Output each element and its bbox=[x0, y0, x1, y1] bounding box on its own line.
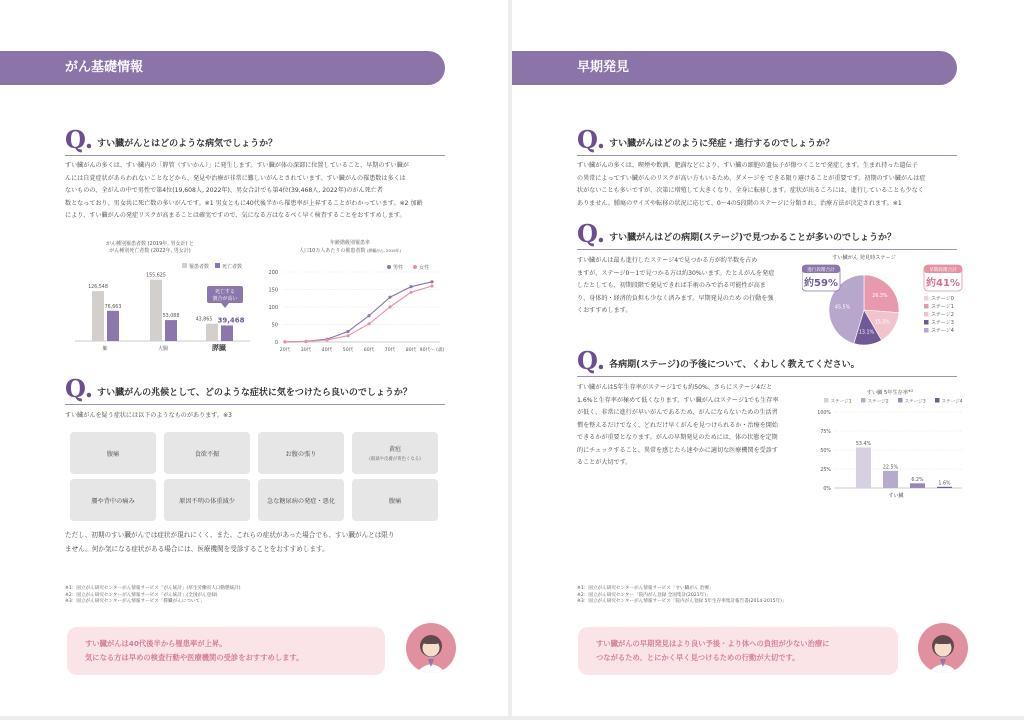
legend-swatch bbox=[924, 328, 929, 333]
legend-label-female: 女性 bbox=[419, 265, 430, 271]
text-line: 1.6%と生存率が極めて低くなります。すい臓がんはステージ1でも生存率 bbox=[577, 396, 779, 404]
data-point bbox=[367, 322, 370, 325]
y-tick-label: 150 bbox=[268, 287, 278, 294]
y-tick-label: 100 bbox=[268, 304, 278, 311]
legend-swatch bbox=[924, 320, 929, 325]
data-point bbox=[283, 340, 286, 343]
text-line: ますが、ステージ0〜1で見つかる方は約30%います。たとえがんを発症 bbox=[577, 269, 775, 277]
symptom-note: (眼球や皮膚が黄色くなる) bbox=[369, 457, 421, 462]
doctor-avatar bbox=[406, 623, 456, 673]
symptom-label: お腹の張り bbox=[285, 450, 317, 458]
x-tick-label: 60代 bbox=[363, 348, 375, 353]
question-title: すい臓がんはどの病期(ステージ)で見つかることが多いのでしょうか？ bbox=[609, 233, 896, 243]
bar-value-label: 1.6% bbox=[938, 481, 951, 487]
y-tick-label: 200 bbox=[268, 269, 278, 276]
text-line: ることが大切です。 bbox=[577, 459, 632, 466]
footnote: ※1：国立がん研究センターがん情報サービス「すい臓がん 治療」 bbox=[577, 586, 714, 591]
pie-slice-label: 45.5% bbox=[834, 305, 851, 311]
bar bbox=[150, 280, 162, 341]
callout-text: 割合が高い bbox=[212, 296, 238, 302]
text-line: 慣を整えるだけでなく、どれだけ早くがんを見つけられるか・治療を開始 bbox=[577, 421, 778, 429]
paragraph bbox=[577, 255, 807, 318]
data-point bbox=[388, 296, 391, 299]
question-heading bbox=[65, 374, 445, 405]
x-tick-label: 20代 bbox=[279, 348, 291, 353]
bar bbox=[221, 325, 233, 341]
survival-title-note: ※2 bbox=[908, 389, 914, 393]
section-banner: がん基礎情報 bbox=[0, 51, 445, 85]
data-point bbox=[367, 314, 370, 317]
y-tick-label: 0% bbox=[823, 486, 831, 492]
y-tick-label: 100% bbox=[817, 410, 831, 416]
y-tick-label: 50% bbox=[820, 448, 831, 454]
text-line: すい臓がんは最も進行したステージ4で見つかる方が約半数を占め bbox=[577, 257, 758, 264]
legend-marker-female bbox=[413, 265, 417, 269]
bar-category-label: 膵臓 bbox=[212, 344, 226, 352]
pie-chart bbox=[802, 250, 967, 350]
chart-title-line: 年齢階級別罹患率 bbox=[329, 240, 370, 246]
chart-title-line bbox=[290, 247, 410, 255]
text-line: すい臓がんは5年生存率がステージ1でも約50%、さらにステージ4だと bbox=[577, 384, 773, 391]
text-line: が低く、非常に進行が早いがんであるため、がんにならないための生活習 bbox=[577, 409, 778, 416]
legend-swatch bbox=[924, 312, 929, 317]
legend-swatch bbox=[824, 398, 829, 403]
text-line: の異常によってすい臓がんのリスクが高い方もいるため、ダメージを できる限り避けることが重要です。初期のすい臓がんは症 bbox=[577, 174, 926, 182]
line-chart-title bbox=[290, 240, 410, 255]
doctor-illustration bbox=[406, 623, 456, 673]
data-point bbox=[409, 285, 412, 288]
question-title: すい臓がんの兆候として、どのような症状に気をつけたら良いのでしょうか？ bbox=[97, 388, 412, 398]
text-line: んには自覚症状があらわれないことなどから、発見や治療が非常に難しいがんとされています。すい臓がんの罹患数は多くは bbox=[65, 174, 406, 182]
q-mark: Q. bbox=[577, 346, 606, 375]
text-line: できるかが重要となります。がんの早期発見のためには、体の状態を定期 bbox=[577, 434, 778, 441]
legend-swatch-death bbox=[215, 263, 220, 268]
footnote: ※2：国立がん研究センターがん情報サービス「がん統計」(全国がん登録) bbox=[65, 592, 218, 598]
bar-value-label: 126,548 bbox=[88, 285, 108, 291]
x-tick-label: 30代 bbox=[300, 348, 312, 353]
text-line: ただし、初期のすい臓がんでは症状が現れにくく、また、これらの症状があった場合でも、すい臓がんとは限り bbox=[65, 531, 395, 539]
data-point bbox=[346, 334, 349, 337]
survival-chart bbox=[812, 385, 972, 505]
symptom-label: 腹痛 bbox=[106, 450, 120, 458]
bar-value-label: 76,663 bbox=[104, 304, 122, 310]
legend-swatch bbox=[935, 398, 940, 403]
q-mark: Q. bbox=[65, 374, 94, 403]
paragraph bbox=[65, 528, 465, 556]
callout-text: 死亡する bbox=[214, 289, 236, 295]
early-value: 約41% bbox=[926, 278, 960, 289]
bar bbox=[910, 483, 925, 488]
legend-label: ステージ3 bbox=[931, 320, 954, 326]
footnote: ※3：国立がん研究センターがん情報サービス「院内がん登録 5年生存率集計報告書(2014-2015年)」 bbox=[577, 599, 787, 604]
advanced-value: 約59% bbox=[804, 278, 838, 289]
bar-category-label: 大腸 bbox=[157, 346, 169, 352]
bar-value-label: 39,468 bbox=[217, 316, 245, 325]
y-tick-label: 50 bbox=[271, 322, 278, 329]
summary-line: すい臓がんの早期発見はより良い予後・より体への負担が少ない治療に bbox=[596, 639, 830, 648]
summary-line: 気になる方は早めの検査行動や医療機関の受診をおすすめします。 bbox=[85, 653, 304, 662]
legend-swatch bbox=[898, 398, 903, 403]
question-heading bbox=[65, 125, 445, 156]
legend-swatch-incidence bbox=[182, 263, 187, 268]
data-point bbox=[346, 330, 349, 333]
footnote: ※2：国立がん研究センター「院内がん登録 全国集計(2021年)」 bbox=[577, 592, 711, 598]
bar bbox=[856, 447, 871, 488]
survival-title-text: すい臓 5年生存率 bbox=[866, 390, 909, 396]
summary-line: つながるため、とにかく早く見つけるための行動が大切です。 bbox=[596, 653, 800, 662]
legend-label: ステージ4 bbox=[931, 328, 954, 334]
pie-slice-label: 26.3% bbox=[872, 294, 888, 300]
legend-label: ステージ2 bbox=[931, 312, 954, 318]
pie-slice-label: 15.5% bbox=[874, 320, 891, 326]
symptom-label: 腹痛 bbox=[388, 497, 402, 505]
symptom-card bbox=[164, 479, 250, 521]
doctor-illustration bbox=[918, 623, 968, 673]
advanced-label: 進行段階合計 bbox=[807, 268, 835, 273]
text-line: 数となっており、男女共に死亡数の多いがんです。※1 男女ともに40代後半から罹患率が上昇することがわかっています。※2 加齢 bbox=[65, 199, 423, 207]
right-page bbox=[512, 0, 1024, 716]
legend-label: ステージ1 bbox=[931, 304, 954, 310]
chart-title-line: がん種別罹患者数 (2019年, 男女計) と bbox=[106, 241, 194, 247]
footnotes bbox=[577, 586, 957, 606]
bar-value-label: 53.4% bbox=[855, 441, 872, 447]
q-mark: Q. bbox=[65, 125, 94, 154]
bar-value-label: 6.2% bbox=[911, 477, 924, 483]
question-title: 各病期(ステージ)の予後について、くわしく教えてください。 bbox=[609, 360, 860, 370]
symptom-label: 原因不明の体重減少 bbox=[179, 497, 235, 505]
text-line: ありません。腫瘍のサイズや転移の状況に応じて、0〜4の5段階のステージに分類され、治療方法が決定されます。※1 bbox=[577, 199, 902, 207]
summary-box bbox=[578, 627, 898, 675]
x-tick-label: 90代〜 (歳) bbox=[419, 348, 445, 353]
legend-label: ステージ3 bbox=[904, 399, 926, 405]
footnote: ※3：国立がん研究センターがん情報サービス「膵臓がんについて」 bbox=[65, 599, 205, 604]
symptom-card bbox=[70, 479, 156, 521]
question-title: すい臓がんとはどのような病気でしょうか？ bbox=[97, 139, 278, 149]
bar bbox=[165, 320, 177, 341]
text-line: 状がないことも多いですが、次第に増殖して大きくなり、全身に転移します。症状が出るころには、進行していることも少なく bbox=[577, 187, 924, 194]
legend-label: ステージ4 bbox=[941, 399, 963, 405]
legend-label-incidence: 罹患者数 bbox=[189, 264, 210, 270]
text-line: くおすすめします。 bbox=[577, 307, 632, 314]
bar bbox=[937, 487, 952, 488]
symptom-label: 急な糖尿病の発症・悪化 bbox=[266, 497, 336, 505]
data-point bbox=[409, 291, 412, 294]
text-line: したとしても、初期段階で発見できれば手術のみで治る可能性が高ま bbox=[577, 282, 766, 289]
paragraph bbox=[65, 160, 455, 223]
question-heading bbox=[577, 219, 957, 250]
text-line: 的にチェックすること、異常を感じたら速やかに適切な医療機関を受診す bbox=[577, 446, 778, 454]
q-mark: Q. bbox=[577, 219, 606, 248]
legend-label-male: 男性 bbox=[393, 265, 404, 271]
bar bbox=[206, 324, 218, 341]
y-tick-label: 25% bbox=[820, 467, 831, 473]
pie-title: すい臓がん 発見時ステージ bbox=[832, 255, 896, 261]
legend-label: ステージ1 bbox=[830, 399, 852, 405]
bar bbox=[107, 311, 119, 341]
question-heading bbox=[577, 125, 957, 156]
series-line-female bbox=[285, 286, 432, 342]
text-line: により、すい臓がんの発症リスクが高まることは確実ですので、気になる方はなるべく早く検査することをおすすめします。 bbox=[65, 212, 406, 219]
text-line: ません。何か気になる症状がある場合には、医療機関を受診することをおすすめします。 bbox=[65, 545, 329, 553]
symptom-card bbox=[258, 432, 344, 474]
x-tick-label: 70代 bbox=[384, 348, 396, 353]
chart-title-line: がん種別死亡者数 (2022年, 男女計) bbox=[109, 248, 191, 254]
y-tick-label: 75% bbox=[820, 429, 831, 435]
x-tick-label: 40代 bbox=[321, 348, 333, 353]
footnote: ※1：国立がん研究センターがん情報サービス「がん統計」(厚生労働省人口動態統計) bbox=[65, 586, 241, 591]
bar-chart-title bbox=[70, 241, 230, 255]
symptom-card bbox=[164, 432, 250, 474]
callout-pointer bbox=[221, 303, 229, 308]
bar bbox=[883, 471, 898, 488]
symptom-card bbox=[352, 432, 438, 474]
data-point bbox=[430, 280, 433, 283]
doctor-avatar bbox=[918, 623, 968, 673]
y-tick-label: 0 bbox=[274, 339, 278, 346]
legend-swatch bbox=[924, 296, 929, 301]
bar-category-label: 肺 bbox=[102, 346, 108, 352]
section-banner: 早期発見 bbox=[512, 51, 957, 85]
text-line: ないものの、全がんの中で男性で第4位(19,608人, 2022年)、男女合計でも第4位(39,468人, 2022年)のがん死亡者 bbox=[65, 187, 383, 194]
question-heading bbox=[577, 346, 957, 377]
legend-swatch bbox=[924, 304, 929, 309]
early-label: 早期段階合計 bbox=[929, 268, 957, 273]
chart-source: (膵臓がん, 2019年) bbox=[366, 248, 401, 253]
bar-value-label: 53,088 bbox=[162, 314, 180, 320]
text-line: り、身体的・経済的負担も少なく済みます。早期発見のため の行動を強 bbox=[577, 294, 774, 302]
symptom-card bbox=[258, 479, 344, 521]
symptom-label: 腰や背中の痛み bbox=[91, 497, 135, 505]
legend-label-death: 死亡者数 bbox=[222, 264, 243, 270]
legend-swatch bbox=[861, 398, 866, 403]
x-tick-label: 50代 bbox=[342, 348, 354, 353]
data-point bbox=[304, 340, 307, 343]
legend-label: ステージ0 bbox=[931, 296, 954, 302]
x-tick-label: 80代 bbox=[405, 348, 417, 353]
bar-value-label: 43,865 bbox=[195, 317, 213, 323]
paragraph bbox=[577, 382, 807, 470]
bar-chart bbox=[70, 260, 255, 360]
summary-box bbox=[67, 627, 385, 675]
survival-title bbox=[867, 388, 913, 396]
data-point bbox=[388, 305, 391, 308]
data-point bbox=[325, 338, 328, 341]
q-mark: Q. bbox=[577, 125, 606, 154]
symptom-label: 食欲不振 bbox=[194, 450, 220, 458]
bar-value-label: 155,625 bbox=[146, 273, 166, 279]
summary-line: すい臓がんは40代後半から罹患率が上昇。 bbox=[85, 639, 227, 648]
legend-label: ステージ2 bbox=[867, 399, 889, 405]
chart-title-main: 人口10万人あたりの罹患者数 bbox=[299, 248, 366, 254]
text-line: すい臓がんの多くは、喫煙や飲酒、肥満などにより、すい臓の細胞の遺伝子が傷つくことで発症します。生まれ持った遺伝子 bbox=[577, 162, 918, 169]
bar-category-label: すい臓 bbox=[888, 493, 904, 499]
text-line: すい臓がんの多くは、すい臓内の「膵管（すいかん）」に発生します。すい臓が体の深部に位置していること、早期のすい臓が bbox=[65, 162, 409, 169]
symptom-intro: すい臓がんを疑う症状には以下のようなものがあります。※3 bbox=[65, 412, 232, 419]
symptom-card bbox=[352, 479, 438, 521]
bar bbox=[92, 291, 104, 341]
pie-slice-label: 13.1% bbox=[858, 330, 875, 336]
line-chart bbox=[255, 258, 445, 358]
footnotes bbox=[65, 586, 445, 606]
left-page bbox=[0, 0, 508, 716]
data-point bbox=[430, 284, 433, 287]
symptom-label: 黄疸 bbox=[388, 446, 402, 453]
question-title: すい臓がんはどのように発症・進行するのでしょうか？ bbox=[609, 139, 835, 149]
bar-value-label: 22.5% bbox=[882, 465, 899, 471]
symptom-card bbox=[70, 432, 156, 474]
paragraph bbox=[577, 160, 972, 210]
legend-marker-male bbox=[387, 265, 391, 269]
series-line-male bbox=[285, 282, 432, 342]
